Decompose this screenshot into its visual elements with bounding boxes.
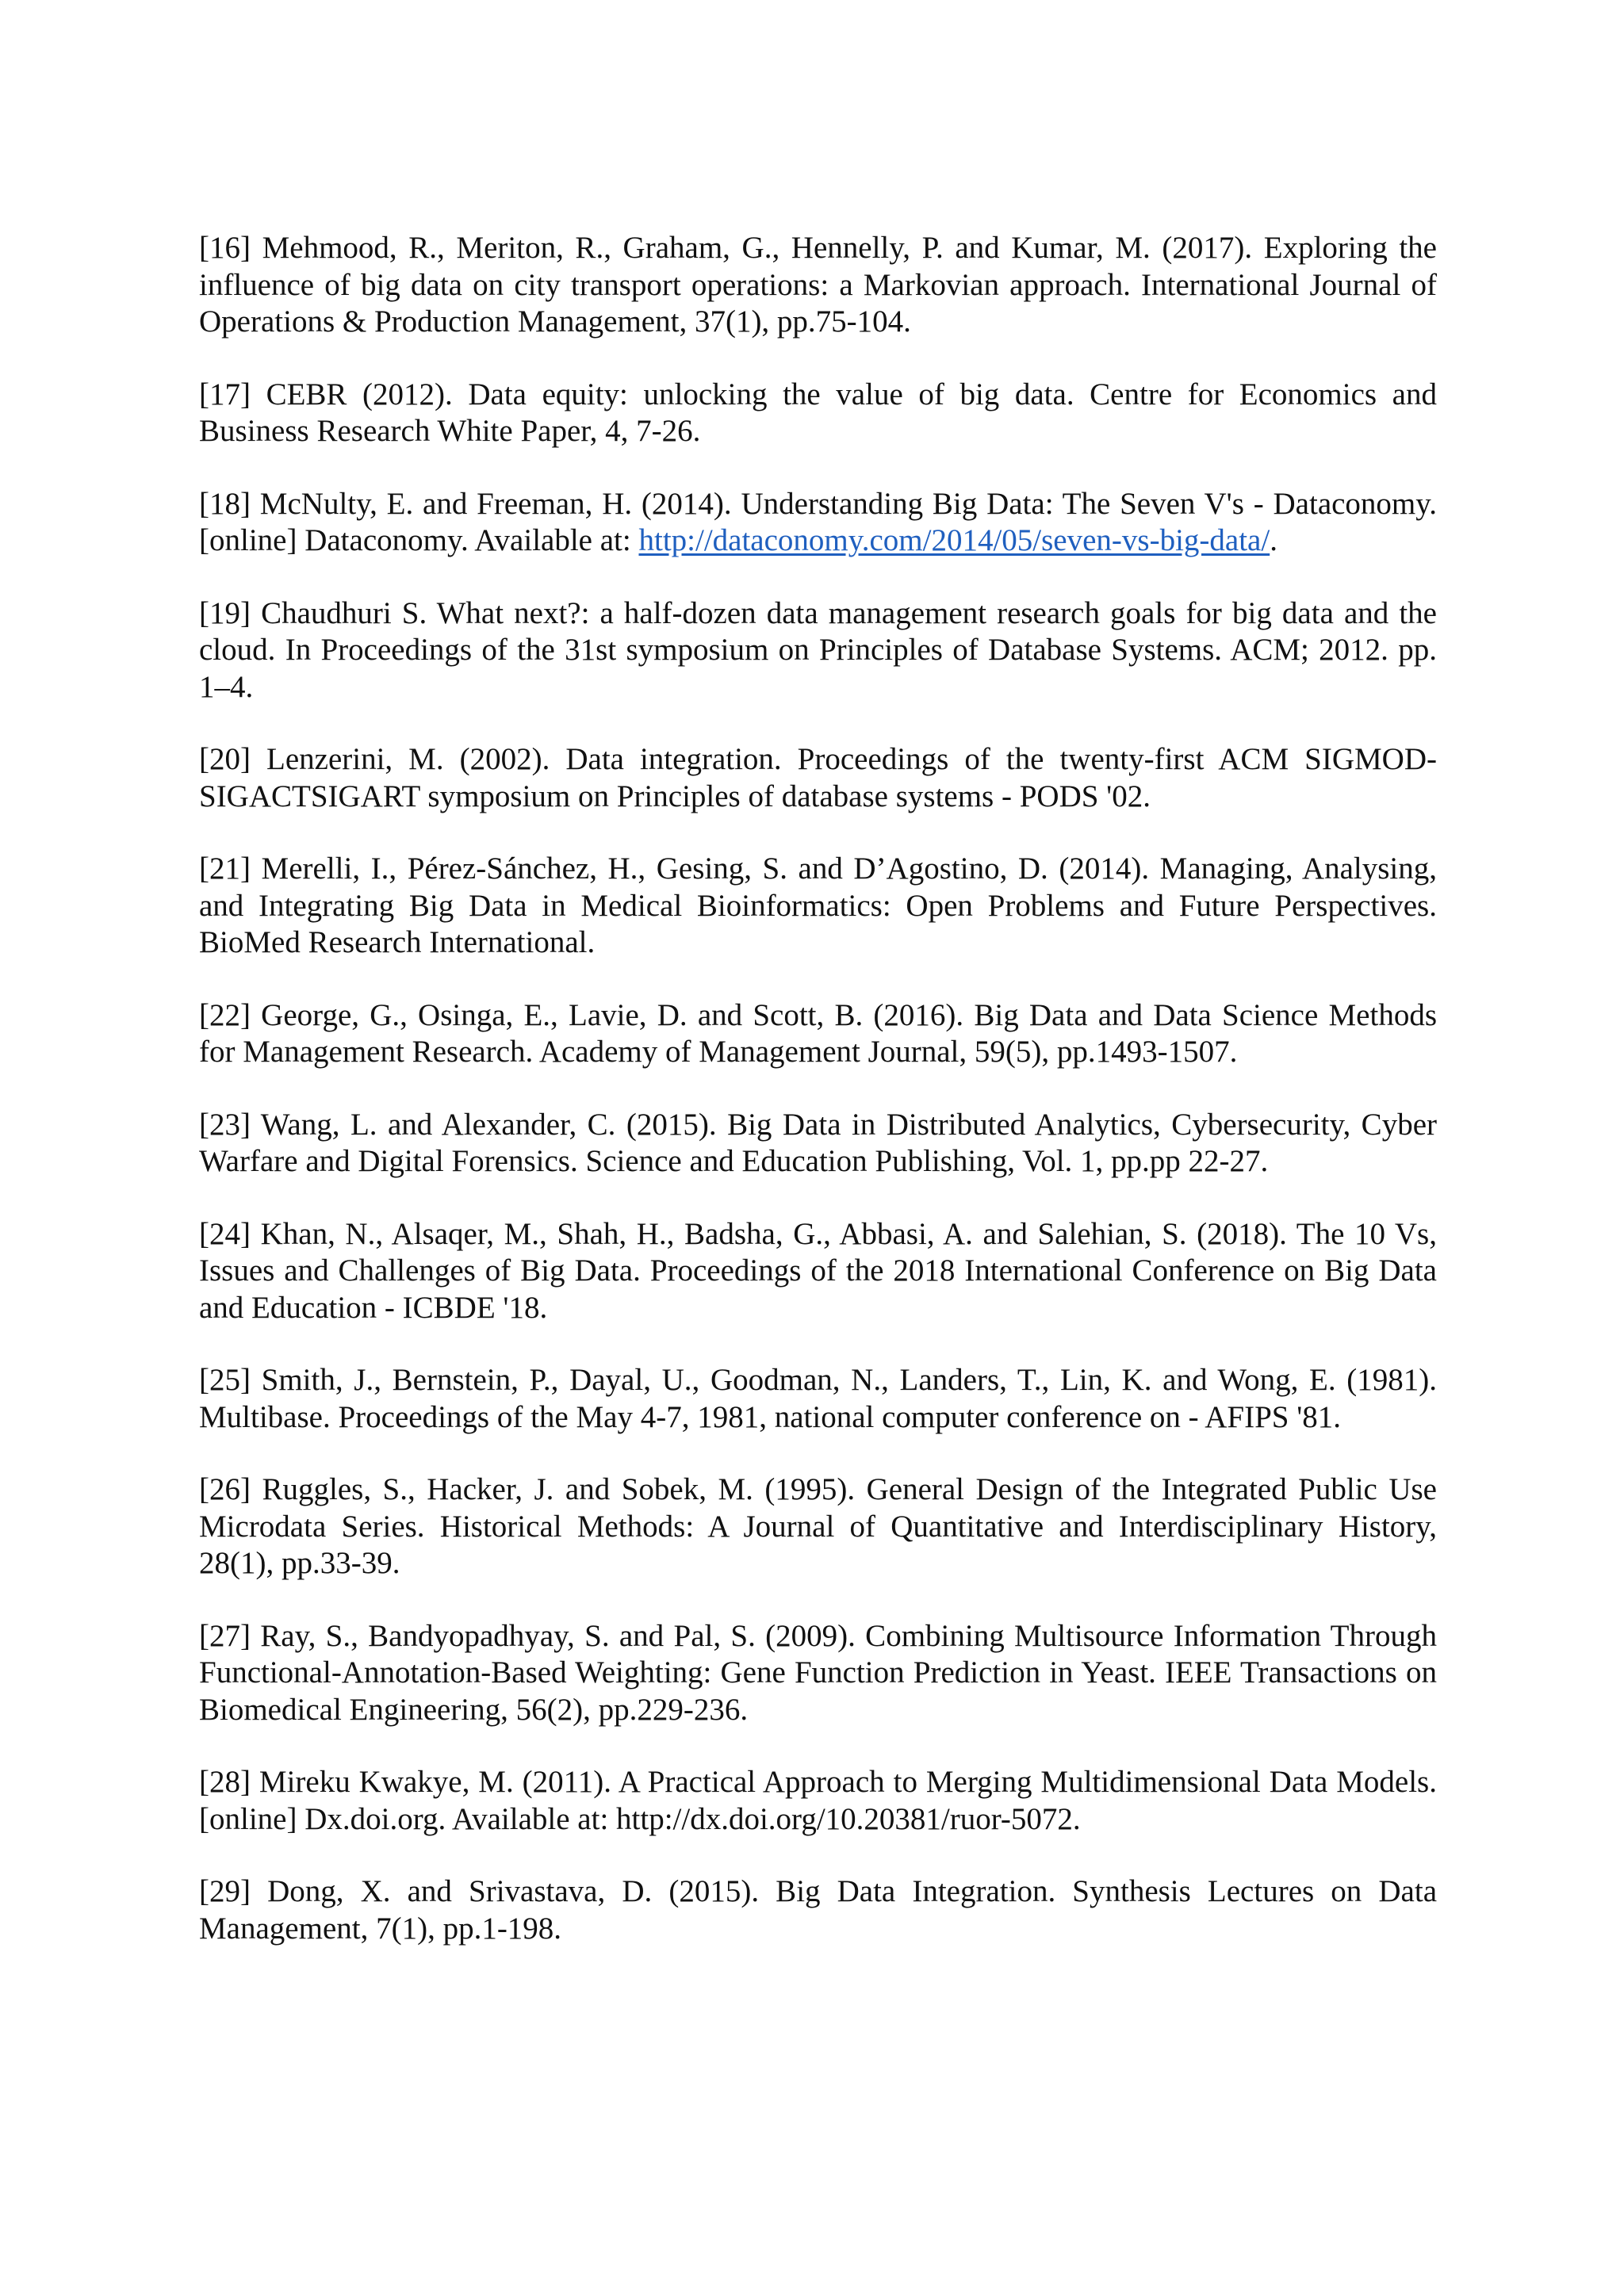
reference-entry-18 — [199, 486, 1437, 560]
reference-text: Khan, N., Alsaqer, M., Shah, H., Badsha, G., Abbasi, A. and Salehian, S. (2018). The 10 Vs, Issues and Challenges of Big Data. Proceedings of the 2018 International Conference on Big Data and Education - ICBDE '18. — [199, 1216, 1437, 1325]
reference-text-end: . — [1270, 523, 1277, 557]
reference-number: [28] — [199, 1765, 251, 1799]
reference-text: Wang, L. and Alexander, C. (2015). Big Data in Distributed Analytics, Cybersecurity, Cyber Warfare and Digital Forensics. Science and Education Publishing, Vol. 1, pp.pp 22-27. — [199, 1107, 1437, 1178]
reference-entry-19 — [199, 595, 1437, 706]
reference-text: George, G., Osinga, E., Lavie, D. and Scott, B. (2016). Big Data and Data Science Methods for Management Research. Academy of Management Journal, 59(5), pp.1493-1507. — [199, 997, 1437, 1069]
reference-number: [16] — [199, 231, 251, 265]
reference-entry-29 — [199, 1873, 1437, 1947]
reference-number: [21] — [199, 851, 251, 886]
reference-entry-16 — [199, 230, 1437, 341]
reference-number: [17] — [199, 377, 251, 411]
reference-list — [199, 230, 1437, 1947]
reference-number: [25] — [199, 1363, 251, 1397]
reference-number: [27] — [199, 1618, 251, 1653]
reference-text: McNulty, E. and Freeman, H. (2014). Understanding Big Data: The Seven V's - Dataconomy. [online] Dataconomy. Available at: — [199, 486, 1437, 557]
reference-text: CEBR (2012). Data equity: unlocking the value of big data. Centre for Economics and Business Research White Paper, 4, 7-26. — [199, 377, 1437, 448]
reference-text: Dong, X. and Srivastava, D. (2015). Big Data Integration. Synthesis Lectures on Data Management, 7(1), pp.1-198. — [199, 1874, 1437, 1946]
reference-number: [18] — [199, 486, 251, 521]
reference-entry-17 — [199, 377, 1437, 450]
reference-text: Lenzerini, M. (2002). Data integration. Proceedings of the twenty-first ACM SIGMOD-SIGACTSIGART symposium on Principles of database systems - PODS '02. — [199, 742, 1437, 813]
reference-number: [26] — [199, 1472, 251, 1506]
reference-text: Ruggles, S., Hacker, J. and Sobek, M. (1995). General Design of the Integrated Public Use Microdata Series. Historical Methods: A Journal of Quantitative and Interdisciplinary History, 28(1), pp.33-39. — [199, 1472, 1437, 1580]
reference-number: [23] — [199, 1107, 251, 1142]
reference-entry-21 — [199, 851, 1437, 962]
reference-text: Ray, S., Bandyopadhyay, S. and Pal, S. (2009). Combining Multisource Information Through Functional-Annotation-Based Weighting: Gene Function Prediction in Yeast. IEEE Transactions on Biomedical Engineering, 56(2), pp.229-236. — [199, 1618, 1437, 1727]
reference-text: Chaudhuri S. What next?: a half-dozen data management research goals for big data and the cloud. In Proceedings of the 31st symposium on Principles of Database Systems. ACM; 2012. pp. 1–4. — [199, 595, 1437, 704]
reference-text: Merelli, I., Pérez-Sánchez, H., Gesing, S. and D’Agostino, D. (2014). Managing, Analysing, and Integrating Big Data in Medical Bioinformatics: Open Problems and Future Perspectives. BioMed Research International. — [199, 851, 1437, 959]
reference-text: Mehmood, R., Meriton, R., Graham, G., Hennelly, P. and Kumar, M. (2017). Exploring the influence of big data on city transport operations: a Markovian approach. International Journal of Operations & Production Management, 37(1), pp.75-104. — [199, 231, 1437, 339]
reference-entry-22 — [199, 997, 1437, 1071]
reference-entry-25 — [199, 1362, 1437, 1436]
reference-entry-23 — [199, 1107, 1437, 1181]
reference-entry-20 — [199, 741, 1437, 815]
reference-number: [20] — [199, 742, 251, 776]
reference-number: [24] — [199, 1216, 251, 1251]
reference-entry-28 — [199, 1764, 1437, 1838]
reference-number: [22] — [199, 997, 251, 1032]
reference-number: [29] — [199, 1874, 251, 1908]
reference-text: Mireku Kwakye, M. (2011). A Practical Approach to Merging Multidimensional Data Models. [online] Dx.doi.org. Available at: http://dx.doi.org/10.20381/ruor-5072. — [199, 1765, 1437, 1836]
reference-entry-24 — [199, 1216, 1437, 1327]
reference-entry-26 — [199, 1471, 1437, 1582]
reference-text: Smith, J., Bernstein, P., Dayal, U., Goodman, N., Landers, T., Lin, K. and Wong, E. (1981). Multibase. Proceedings of the May 4-7, 1981, national computer conference on - AFIPS '81. — [199, 1363, 1437, 1434]
reference-entry-27 — [199, 1618, 1437, 1729]
reference-link[interactable]: http://dataconomy.com/2014/05/seven-vs-big-data/ — [638, 523, 1270, 557]
reference-number: [19] — [199, 595, 251, 630]
